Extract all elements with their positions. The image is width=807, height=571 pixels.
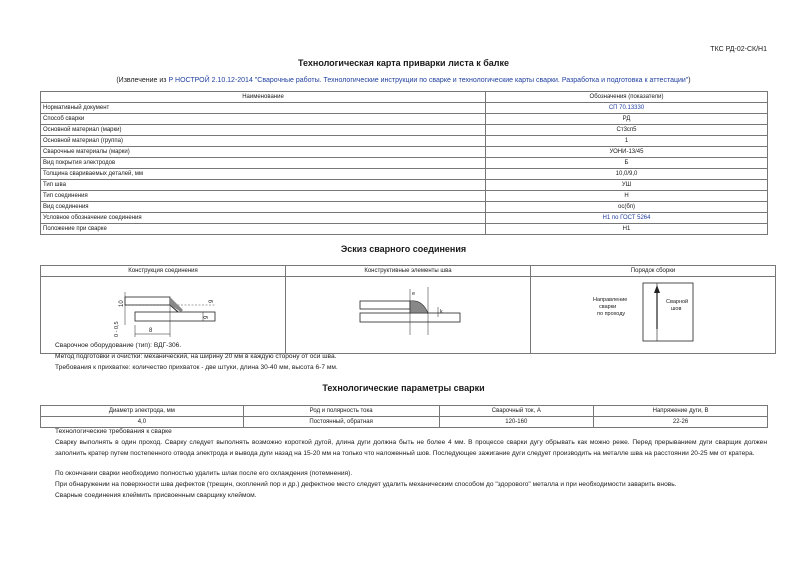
param-value: Н bbox=[486, 191, 768, 202]
source-prefix: (Извлечение из bbox=[116, 77, 169, 84]
table-cell: Постоянный, обратная bbox=[243, 417, 439, 428]
dim-bead-height: k bbox=[440, 309, 443, 315]
order-left-label: Направление сварки по проходу bbox=[593, 297, 628, 317]
table-row bbox=[41, 158, 768, 169]
source-link[interactable]: Р НОСТРОЙ 2.10.12-2014 "Сварочные работы. Технологические инструкции по сварке и технологические карты сварки. Разработка и подготовка к аттестации" bbox=[168, 77, 689, 84]
param-value: Ст3сп5 bbox=[486, 125, 768, 136]
table-cell: 4,0 bbox=[41, 417, 244, 428]
requirements-title: Технологические требования к сварке bbox=[55, 428, 172, 435]
param-value: 10,0/9,0 bbox=[486, 169, 768, 180]
table-row bbox=[41, 202, 768, 213]
table-row bbox=[41, 180, 768, 191]
document-code: ТКС РД-02-СК/Н1 bbox=[710, 46, 767, 53]
table-header: Обозначения (показатели) bbox=[486, 92, 768, 103]
table-header: Порядок сборки bbox=[531, 266, 776, 277]
param-value: ос(бп) bbox=[486, 202, 768, 213]
weld-elements-drawing bbox=[286, 277, 531, 354]
joint-construction-svg bbox=[43, 277, 283, 349]
param-name: Условное обозначение соединения bbox=[41, 213, 486, 224]
order-right-label: Сварной шов bbox=[666, 299, 689, 312]
table-header: Диаметр электрода, мм bbox=[41, 406, 244, 417]
param-value: УШ bbox=[486, 180, 768, 191]
prep-line: Метод подготовки и очистки: механический, на ширину 20 мм в каждую сторону от оси шва. bbox=[55, 353, 337, 360]
direction-arrow-icon bbox=[654, 285, 660, 293]
requirements-paragraph: Сварку выполнять в один проход. Сварку следует выполнять возможно короткой дугой, длина дуги должна быть не более 4 мм. В процессе сварки дугу обрывать как можно реже. Перед прерыванием дуги сварщик должен заполнить кратер путем постепенного отвода электрода и вывода дуги назад на 15-20 мм на только что наложенный шов. Последующее зажигание дуги следует производить на металле шва на расстоянии 20-25 мм от кратера. bbox=[55, 439, 767, 457]
table-header: Наименование bbox=[41, 92, 486, 103]
param-name: Способ сварки bbox=[41, 114, 486, 125]
page-title: Технологическая карта приварки листа к балке bbox=[297, 58, 510, 68]
param-value: 1 bbox=[486, 136, 768, 147]
dim-overlap: 8 bbox=[149, 328, 153, 334]
table-row bbox=[41, 191, 768, 202]
dim-bead-width: e bbox=[412, 291, 416, 297]
assembly-order-drawing bbox=[531, 277, 776, 354]
table-row bbox=[41, 114, 768, 125]
param-name: Тип шва bbox=[41, 180, 486, 191]
top-plate bbox=[125, 297, 170, 305]
param-name: Сварочные материалы (марки) bbox=[41, 147, 486, 158]
dim-bottom-thickness: 9 bbox=[204, 315, 210, 319]
param-name: Положение при сварке bbox=[41, 224, 486, 235]
table-cell: 120-160 bbox=[439, 417, 594, 428]
table-row bbox=[41, 417, 768, 428]
table-row bbox=[41, 125, 768, 136]
table-header: Сварочный ток, А bbox=[439, 406, 594, 417]
param-value: РД bbox=[486, 114, 768, 125]
parameters-table bbox=[40, 91, 768, 235]
table-row bbox=[41, 136, 768, 147]
table-row bbox=[41, 224, 768, 235]
table-row bbox=[41, 147, 768, 158]
table-row bbox=[41, 103, 768, 114]
sketch-title: Эскиз сварного соединения bbox=[340, 244, 467, 254]
param-name: Вид соединения bbox=[41, 202, 486, 213]
param-value: Б bbox=[486, 158, 768, 169]
sketch-table bbox=[40, 265, 776, 354]
param-value: Н1 по ГОСТ 5264 bbox=[486, 213, 768, 224]
weld-elements-svg bbox=[288, 277, 528, 349]
param-name: Толщина свариваемых деталей, мм bbox=[41, 169, 486, 180]
table-row bbox=[41, 169, 768, 180]
dim-gap: 0 - 0,5 bbox=[114, 321, 120, 337]
param-name: Вид покрытия электродов bbox=[41, 158, 486, 169]
table-header: Конструкция соединения bbox=[41, 266, 286, 277]
table-cell: 22-26 bbox=[594, 417, 768, 428]
dim-leg: 9 bbox=[209, 299, 215, 303]
param-value: СП 70.13330 bbox=[486, 103, 768, 114]
table-header: Конструктивные элементы шва bbox=[286, 266, 531, 277]
dim-plate-thickness: 10 bbox=[119, 300, 125, 307]
equipment-line: Сварочное оборудование (тип): ВДГ-306. bbox=[55, 342, 182, 349]
table-header: Напряжение дуги, В bbox=[594, 406, 768, 417]
after-line-2: При обнаружении на поверхности шва дефектов (трещин, скоплений пор и др.) дефектное место следует удалить механическим способом до "здорового" металла и при необходимости заварить вновь. bbox=[55, 481, 677, 488]
param-name: Нормативный документ bbox=[41, 103, 486, 114]
param-name: Тип соединения bbox=[41, 191, 486, 202]
params-title: Технологические параметры сварки bbox=[322, 383, 485, 393]
after-line-1: По окончании сварки необходимо полностью удалить шлак после его охлаждения (потемнения). bbox=[55, 470, 353, 477]
param-name: Основной материал (группа) bbox=[41, 136, 486, 147]
welding-params-table bbox=[40, 405, 768, 428]
table-header: Род и полярность тока bbox=[243, 406, 439, 417]
param-value: Н1 bbox=[486, 224, 768, 235]
table-row bbox=[41, 213, 768, 224]
param-value: УОНИ-13/45 bbox=[486, 147, 768, 158]
source-suffix: ) bbox=[688, 77, 691, 84]
tacks-line: Требования к прихватке: количество прихваток - две штуки, длина 30-40 мм, высота 6-7 мм. bbox=[55, 364, 338, 371]
after-line-3: Сварные соединения клеймить присвоенным сварщику клеймом. bbox=[55, 492, 257, 499]
param-name: Основной материал (марки) bbox=[41, 125, 486, 136]
assembly-order-svg bbox=[533, 277, 773, 349]
source-note bbox=[0, 77, 807, 84]
